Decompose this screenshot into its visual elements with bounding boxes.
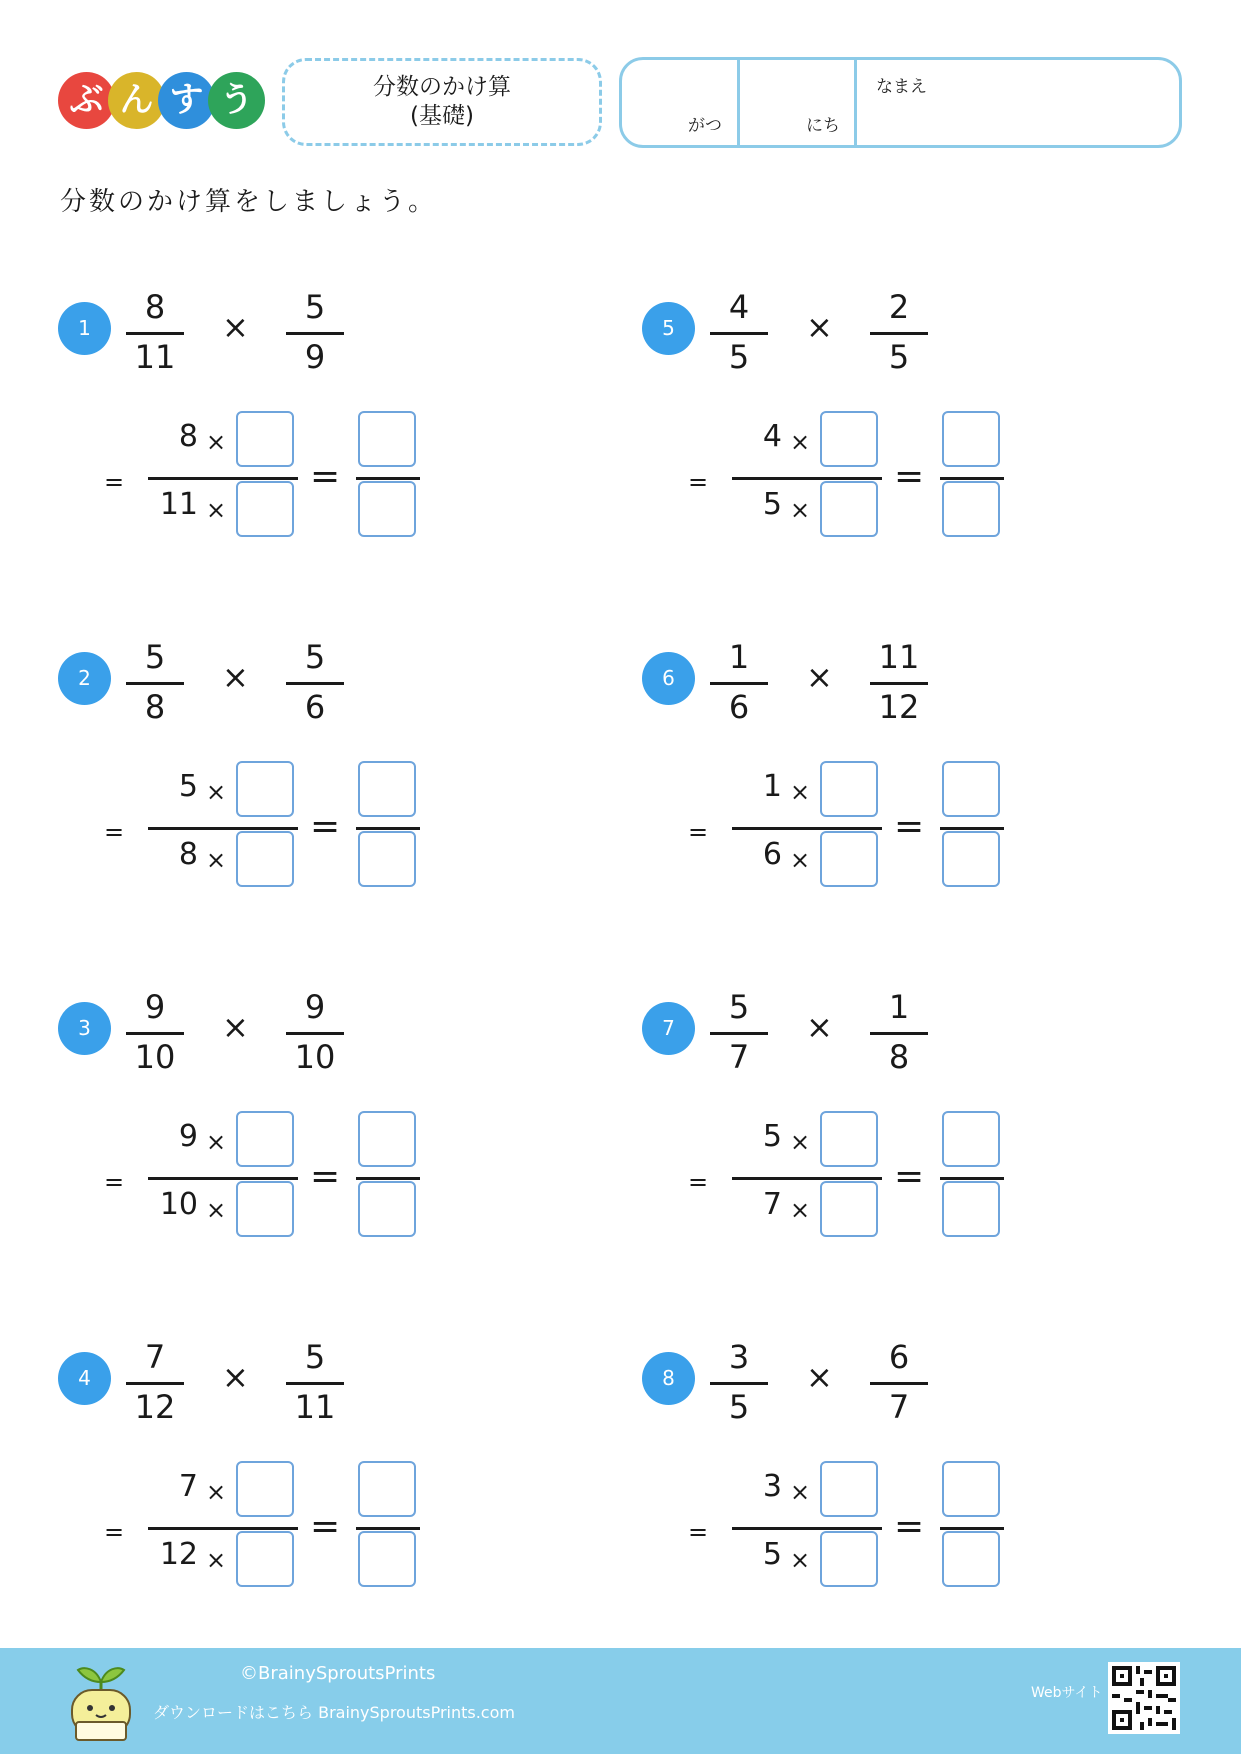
worksheet-title [282,58,602,146]
answer-box[interactable] [942,761,1000,817]
fraction-bar [710,1382,768,1385]
problem-block [642,288,1202,599]
fraction-bar [148,827,298,830]
equals-sign: = [104,1168,125,1196]
numerator-a: 8 [144,288,166,326]
fraction-bar [148,1177,298,1180]
times-sign: × [790,778,811,806]
times-sign: × [206,1196,227,1224]
fraction-bar [356,1177,420,1180]
denominator-a: 7 [728,1038,750,1076]
answer-box[interactable] [236,1181,294,1237]
fraction-bar [126,1032,184,1035]
answer-box[interactable] [236,761,294,817]
equals-sign: = [894,1506,925,1547]
problem-block [58,288,618,599]
work-denominator: 5 [762,487,782,522]
problem-number-badge: 2 [58,652,111,705]
denominator-b: 6 [304,688,326,726]
fraction-bar [126,682,184,685]
answer-box[interactable] [820,1461,878,1517]
denominator-a: 12 [134,1388,176,1426]
times-sign: × [806,1358,833,1396]
answer-box[interactable] [942,1531,1000,1587]
times-sign: × [790,496,811,524]
answer-box[interactable] [820,411,878,467]
logo-char: ぶ [58,72,115,129]
footer [0,1648,1241,1754]
denominator-a: 5 [728,1388,750,1426]
denominator-b: 5 [888,338,910,376]
answer-box[interactable] [820,481,878,537]
denominator-b: 7 [888,1388,910,1426]
answer-box[interactable] [942,831,1000,887]
numerator-b: 6 [888,1338,910,1376]
fraction-bar [940,477,1004,480]
numerator-a: 5 [728,988,750,1026]
denominator-b: 10 [294,1038,336,1076]
problem-number-badge: 4 [58,1352,111,1405]
answer-box[interactable] [820,761,878,817]
equals-sign: = [894,456,925,497]
download-link[interactable]: ダウンロードはこちら BrainySproutsPrints.com [153,1703,515,1722]
fraction-bar [940,827,1004,830]
times-sign: × [206,846,227,874]
denominator-b: 8 [888,1038,910,1076]
answer-box[interactable] [820,1181,878,1237]
fraction-bar [148,477,298,480]
fraction-bar [286,682,344,685]
equals-sign: = [104,468,125,496]
fraction-bar [356,827,420,830]
numerator-a: 9 [144,988,166,1026]
denominator-a: 10 [134,1038,176,1076]
fraction-bar [732,1177,882,1180]
problem-number-badge: 5 [642,302,695,355]
times-sign: × [222,308,249,346]
work-denominator: 6 [762,837,782,872]
date-name-box [619,57,1182,148]
equals-sign: = [688,468,709,496]
problem-block [58,638,618,949]
equals-sign: = [688,818,709,846]
answer-box[interactable] [236,411,294,467]
copyright: ©BrainySproutsPrints [240,1663,436,1684]
times-sign: × [790,1478,811,1506]
answer-box[interactable] [358,1461,416,1517]
answer-box[interactable] [358,831,416,887]
problem-block [642,638,1202,949]
fraction-bar [732,1527,882,1530]
title-line2: (基礎) [410,103,474,129]
month-label: がつ [688,116,722,136]
work-numerator: 1 [762,769,782,804]
numerator-b: 5 [304,1338,326,1376]
times-sign: × [206,1546,227,1574]
fraction-bar [286,1032,344,1035]
work-denominator: 10 [159,1187,198,1222]
equals-sign: = [310,456,341,497]
fraction-bar [732,827,882,830]
problem-block [58,1338,618,1649]
times-sign: × [222,1008,249,1046]
problem-number-badge: 7 [642,1002,695,1055]
times-sign: × [206,778,227,806]
fraction-bar [870,1032,928,1035]
denominator-a: 8 [144,688,166,726]
answer-box[interactable] [236,831,294,887]
work-denominator: 5 [762,1537,782,1572]
fraction-bar [286,1382,344,1385]
qr-code-icon[interactable] [1108,1662,1180,1734]
fraction-bar [126,1382,184,1385]
problem-block [642,1338,1202,1649]
answer-box[interactable] [820,1111,878,1167]
numerator-b: 1 [888,988,910,1026]
denominator-a: 6 [728,688,750,726]
day-label: にち [806,116,840,136]
answer-box[interactable] [236,481,294,537]
fraction-bar [732,477,882,480]
equals-sign: = [104,818,125,846]
work-denominator: 11 [159,487,198,522]
answer-box[interactable] [236,1111,294,1167]
work-numerator: 5 [178,769,198,804]
answer-box[interactable] [358,761,416,817]
work-denominator: 7 [762,1187,782,1222]
fraction-bar [148,1527,298,1530]
equals-sign: = [894,1156,925,1197]
answer-box[interactable] [358,1531,416,1587]
answer-box[interactable] [358,411,416,467]
answer-box[interactable] [820,831,878,887]
logo [58,72,268,134]
fraction-bar [870,332,928,335]
problem-block [642,988,1202,1299]
times-sign: × [806,1008,833,1046]
equals-sign: = [688,1168,709,1196]
times-sign: × [206,496,227,524]
equals-sign: = [310,806,341,847]
title-line1: 分数のかけ算 [373,74,511,100]
numerator-a: 5 [144,638,166,676]
answer-box[interactable] [236,1461,294,1517]
logo-char: す [158,72,215,129]
times-sign: × [790,1546,811,1574]
denominator-b: 11 [294,1388,336,1426]
work-denominator: 12 [159,1537,198,1572]
name-label: なまえ [876,77,927,97]
times-sign: × [206,428,227,456]
fraction-bar [710,682,768,685]
answer-box[interactable] [942,481,1000,537]
work-numerator: 4 [762,419,782,454]
times-sign: × [222,658,249,696]
logo-char: ん [108,72,165,129]
numerator-a: 7 [144,1338,166,1376]
equals-sign: = [688,1518,709,1546]
fraction-bar [356,477,420,480]
work-numerator: 7 [178,1469,198,1504]
numerator-b: 11 [878,638,920,676]
instructions: 分数のかけ算をしましょう。 [60,187,438,217]
logo-char: う [208,72,265,129]
answer-box[interactable] [942,411,1000,467]
work-denominator: 8 [178,837,198,872]
numerator-b: 5 [304,638,326,676]
times-sign: × [790,1196,811,1224]
denominator-b: 9 [304,338,326,376]
times-sign: × [806,308,833,346]
numerator-b: 2 [888,288,910,326]
fraction-bar [940,1177,1004,1180]
answer-box[interactable] [358,1181,416,1237]
answer-box[interactable] [942,1181,1000,1237]
fraction-bar [286,332,344,335]
times-sign: × [222,1358,249,1396]
fraction-bar [940,1527,1004,1530]
answer-box[interactable] [820,1531,878,1587]
times-sign: × [206,1478,227,1506]
answer-box[interactable] [236,1531,294,1587]
divider [737,60,740,145]
problem-number-badge: 3 [58,1002,111,1055]
work-numerator: 3 [762,1469,782,1504]
problem-number-badge: 1 [58,302,111,355]
fraction-bar [870,1382,928,1385]
problem-number-badge: 6 [642,652,695,705]
fraction-bar [870,682,928,685]
problem-number-badge: 8 [642,1352,695,1405]
problem-block [58,988,618,1299]
divider [854,60,857,145]
fraction-bar [356,1527,420,1530]
web-label: Webサイト [1031,1685,1103,1701]
denominator-a: 11 [134,338,176,376]
equals-sign: = [310,1506,341,1547]
numerator-b: 5 [304,288,326,326]
times-sign: × [790,1128,811,1156]
denominator-a: 5 [728,338,750,376]
numerator-a: 3 [728,1338,750,1376]
answer-box[interactable] [358,481,416,537]
answer-box[interactable] [942,1111,1000,1167]
fraction-bar [710,1032,768,1035]
fraction-bar [710,332,768,335]
numerator-b: 9 [304,988,326,1026]
equals-sign: = [310,1156,341,1197]
numerator-a: 1 [728,638,750,676]
sprout-mascot-icon [66,1660,136,1744]
work-numerator: 5 [762,1119,782,1154]
times-sign: × [790,846,811,874]
work-numerator: 9 [178,1119,198,1154]
times-sign: × [790,428,811,456]
answer-box[interactable] [942,1461,1000,1517]
equals-sign: = [104,1518,125,1546]
fraction-bar [126,332,184,335]
times-sign: × [806,658,833,696]
denominator-b: 12 [878,688,920,726]
times-sign: × [206,1128,227,1156]
work-numerator: 8 [178,419,198,454]
equals-sign: = [894,806,925,847]
answer-box[interactable] [358,1111,416,1167]
numerator-a: 4 [728,288,750,326]
